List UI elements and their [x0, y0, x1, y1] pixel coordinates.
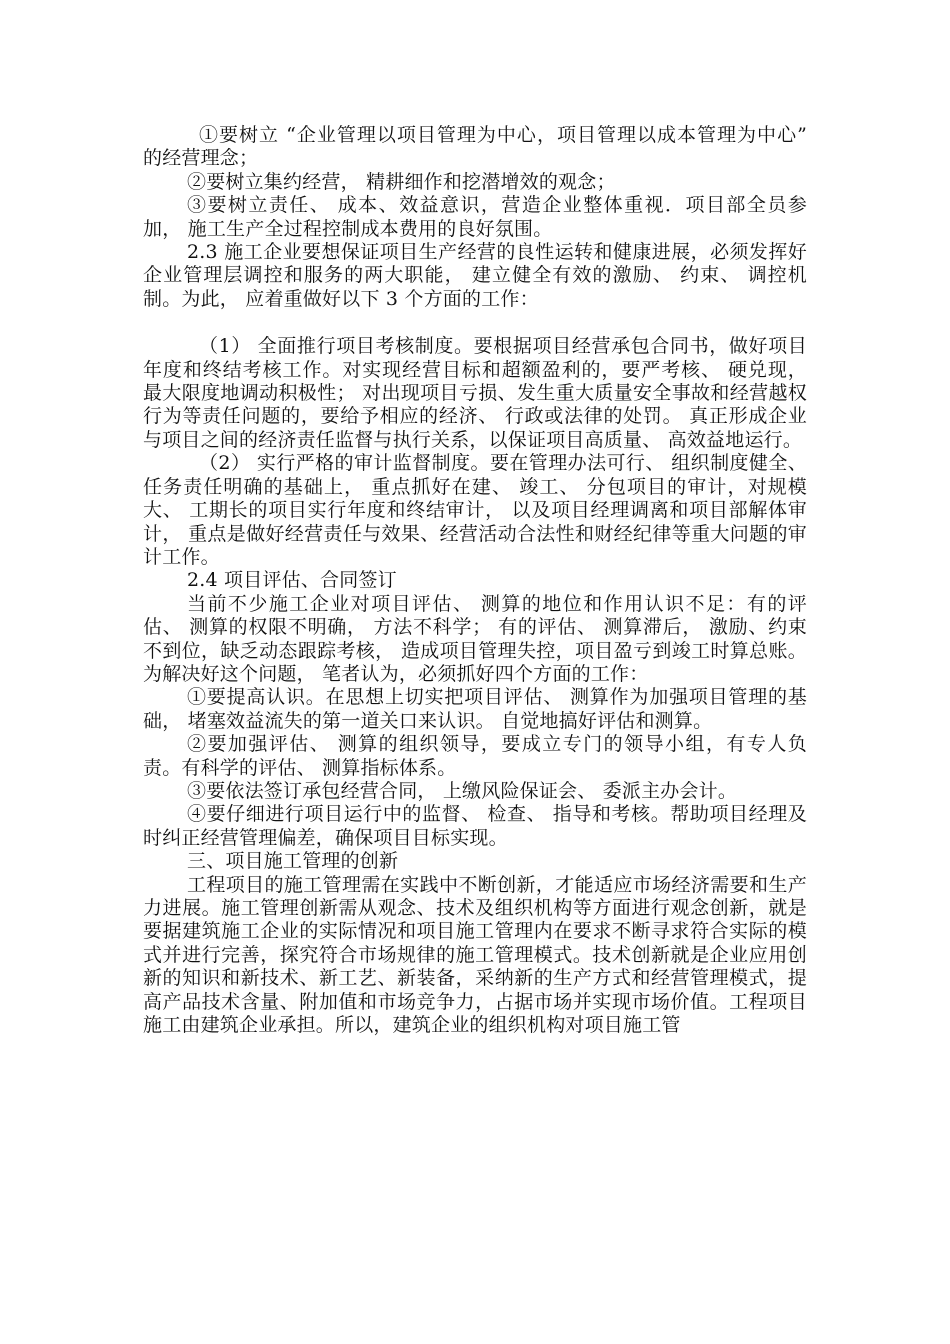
paragraph-2: ②要树立集约经营， 精耕细作和挖潜增效的观念； — [187, 170, 616, 193]
paragraph-11: ④要仔细进行项目运行中的监督、 检查、 指导和考核。帮助项目经理及时纠正经营管理偏差，确保项目目标实现。 — [143, 803, 807, 849]
paragraph-4: 2.3 施工企业要想保证项目生产经营的良性运转和健康进展，必须发挥好企业管理层调控和服务的两大职能， 建立健全有效的激励、 约束、 调控机制。为此， 应着重做好以下 3 个方面的工作： — [143, 241, 807, 310]
section-heading-2-4: 2.4 项目评估、合同签订 — [187, 569, 397, 592]
document-body — [143, 124, 807, 1037]
paragraph-1: ①要树立 “企业管理以项目管理为中心，项目管理以成本管理为中心” 的经营理念； — [143, 124, 807, 170]
paragraph-10: ③要依法签订承包经营合同， 上缴风险保证会、 委派主办会计。 — [187, 779, 738, 802]
paragraph-9: ②要加强评估、 测算的组织领导，要成立专门的领导小组，有专人负责。有科学的评估、 测算指标体系。 — [143, 733, 807, 779]
section-heading-3: 三、项目施工管理的创新 — [187, 850, 399, 873]
paragraph-6: （2） 实行严格的审计监督制度。要在管理办法可行、 组织制度健全、 任务责任明确的基础上， 重点抓好在建、 竣工、 分包项目的审计，对规模大、 工期长的项目实行年度和终结审计， 以及项目经理调离和项目部解体审计， 重点是做好经营责任与效果、经营活动合法性和财经纪律等重大问题的审计工作。 — [143, 452, 807, 568]
paragraph-7: 当前不少施工企业对项目评估、 测算的地位和作用认识不足：有的评估、 测算的权限不明确， 方法不科学； 有的评估、 测算滞后， 激励、约束不到位，缺乏动态跟踪考核， 造成项目管理失控，项目盈亏到竣工时算总账。为解决好这个问题， 笔者认为，必须抓好四个方面的工作： — [143, 592, 807, 685]
paragraph-8: ①要提高认识。在思想上切实把项目评估、 测算作为加强项目管理的基础， 堵塞效益流失的第一道关口来认识。 自觉地搞好评估和测算。 — [143, 686, 807, 732]
paragraph-5: （1） 全面推行项目考核制度。要根据项目经营承包合同书，做好项目年度和终结考核工作。对实现经营目标和超额盈利的，要严考核、 硬兑现， 最大限度地调动积极性； 对出现项目亏损、发生重大质量安全事故和经营越权行为等责任问题的，要给予相应的经济、 行政或法律的处罚。 真正形成企业与项目之间的经济责任监督与执行关系，以保证项目高质量、 高效益地运行。 — [143, 335, 807, 451]
paragraph-3: ③要树立责任、 成本、效益意识，营造企业整体重视．项目部全员参加， 施工生产全过程控制成本费用的良好氛围。 — [143, 194, 807, 240]
paragraph-12: 工程项目的施工管理需在实践中不断创新，才能适应市场经济需要和生产力进展。施工管理创新需从观念、技术及组织机构等方面进行观念创新，就是要据建筑施工企业的实际情况和项目施工管理内在要求不断寻求符合实际的模式并进行完善，探究符合市场规律的施工管理模式。技术创新就是企业应用创新的知识和新技术、新工艺、新装备，采纳新的生产方式和经营管理模式，提高产品技术含量、附加值和市场竞争力，占据市场并实现市场价值。工程项目施工由建筑企业承担。所以，建筑企业的组织机构对项目施工管 — [143, 873, 807, 1037]
